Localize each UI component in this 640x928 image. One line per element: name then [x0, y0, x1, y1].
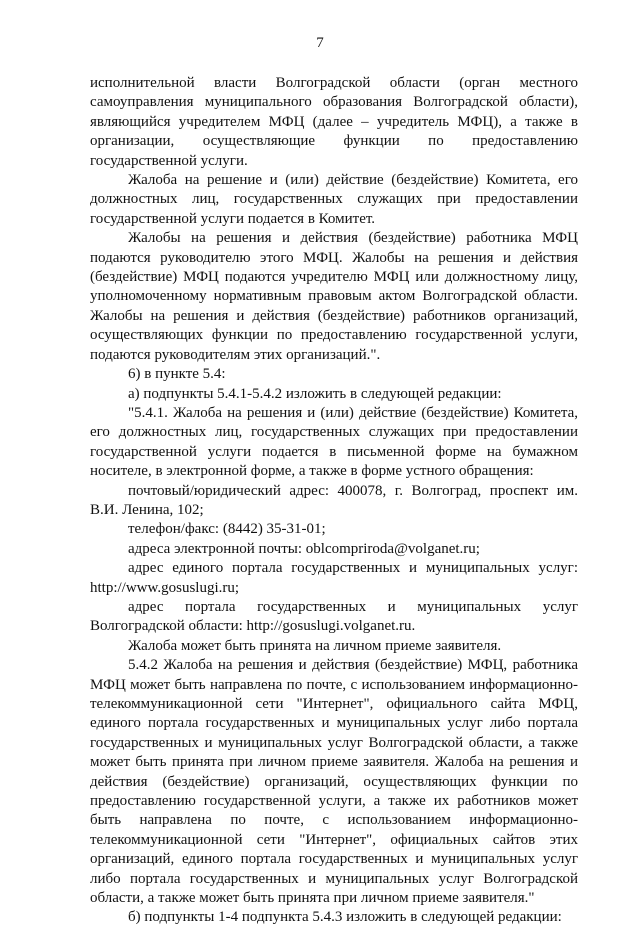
paragraph: телефон/факс: (8442) 35-31-01; [128, 521, 326, 538]
paragraph: Жалоба может быть принята на личном приеме заявителя. [128, 637, 502, 654]
paragraph: почтовый/юридический адрес: 400078, г. Волгоград, проспект им. В.И. Ленина, 102; [90, 482, 578, 518]
paragraph: адрес портала государственных и муниципальных услуг Волгоградской области: http://gosuslugi.volganet.ru. [90, 598, 578, 635]
paragraph: исполнительной власти Волгоградской области (орган местного самоуправления муниципального образования Волгоградской области), являющийся учредителем МФЦ (далее – учредитель МФЦ), а также в организации, осуществляющие функции по предоставлению государственной услуги. [90, 75, 578, 169]
paragraph: Жалобы на решения и действия (бездействие) работника МФЦ подаются руководителю этого МФЦ. Жалобы на решения и действия (бездействие) МФЦ подаются учредителю МФЦ или должностному лицу, уполномоченному нормативным правовым актом Волгоградской области. Жалобы на решения и действия (бездействие) работников организаций, осуществляющих функции по предоставлению государственной услуги, подаются руководителям этих организаций.". [90, 230, 578, 363]
document-body [90, 74, 578, 928]
paragraph: "5.4.1. Жалоба на решения и (или) действие (бездействие) Комитета, его должностных лиц, государственных служащих при предоставлении государственной услуги подается в письменной форме на бумажном носителе, в электронной форме, а также в форме устного обращения: [90, 404, 578, 480]
page-number: 7 [316, 35, 324, 51]
paragraph: Жалоба на решение и (или) действие (бездействие) Комитета, его должностных лиц, государственных служащих при предоставлении государственной услуги подается в Комитет. [90, 172, 578, 227]
paragraph: 6) в пункте 5.4: [128, 366, 226, 383]
paragraph: адрес единого портала государственных и муниципальных услуг: http://www.gosuslugi.ru; [90, 560, 578, 596]
paragraph: 5.4.2 Жалоба на решения и действия (бездействие) МФЦ, работника МФЦ может быть направлена по почте, с использованием информационно-телекоммуникационной сети "Интернет", официального сайта МФЦ, единого портала государственных и муниципальных услуг либо портала государственных и муниципальных услуг Волгоградской области, а также может быть принята при личном приеме заявителя. Жалоба на решения и действия (бездействие) организаций, осуществляющих функции по предоставлению государственной услуги, а также их работников может быть направлена по почте, с использованием информационно-телекоммуникационной сети "Интернет", официальных сайтов этих организаций, единого портала государственных и муниципальных услуг либо портала государственных и муниципальных услуг Волгоградской области, а также может быть принята при личном приеме заявителя." [90, 657, 578, 907]
paragraph: б) подпункты 1-4 подпункта 5.4.3 изложить в следующей редакции: [128, 909, 562, 926]
paragraph: а) подпункты 5.4.1-5.4.2 изложить в следующей редакции: [128, 385, 502, 402]
paragraph: адреса электронной почты: oblcompriroda@volganet.ru; [128, 540, 480, 557]
